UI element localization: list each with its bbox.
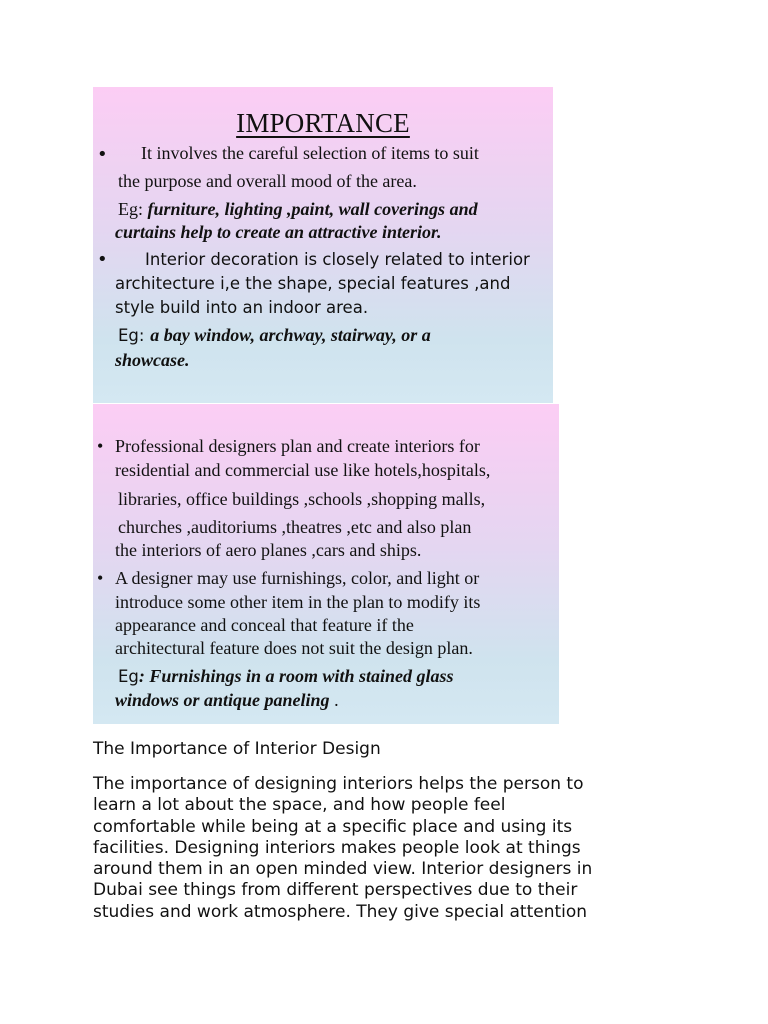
- document-heading: The Importance of Interior Design: [93, 739, 381, 759]
- paragraph-line: The importance of designing interiors helps the person to: [93, 774, 584, 794]
- example-text: windows or antique paneling: [115, 690, 330, 710]
- example-text: curtains help to create an attractive interior.: [115, 222, 442, 242]
- paragraph-line: Dubai see things from different perspectives due to their: [93, 880, 578, 901]
- paragraph-line: learn a lot about the space, and how people feel: [93, 795, 506, 816]
- example-line: [118, 665, 454, 688]
- slide-text-line: It involves the careful selection of items to suit: [141, 143, 479, 163]
- slide-text-line: churches ,auditoriums ,theatres ,etc and also plan: [118, 517, 472, 537]
- document-paragraph: [93, 774, 713, 923]
- example-prefix: Eg:: [118, 326, 145, 345]
- slide-text-line: architecture i,e the shape, special features ,and: [115, 274, 511, 293]
- slide-title: IMPORTANCE: [236, 108, 410, 138]
- example-text: a bay window, archway, stairway, or a: [150, 325, 431, 345]
- example-prefix: Eg: [118, 667, 139, 686]
- paragraph-line: comfortable while being at a specific place and using its: [93, 816, 573, 837]
- slide-text-line: Interior decoration is closely related to interior: [145, 250, 530, 269]
- slide-designers: [93, 404, 559, 724]
- example-text: showcase.: [115, 350, 190, 370]
- slide-text-line: Professional designers plan and create interiors for: [115, 436, 480, 456]
- example-suffix: .: [329, 690, 339, 710]
- paragraph-line: studies and work atmosphere. They give special attention: [93, 901, 588, 922]
- slide-text-line: A designer may use furnishings, color, and light or: [115, 568, 480, 588]
- bullet-marker: •: [97, 436, 104, 456]
- slide-text-line: architectural feature does not suit the design plan.: [115, 638, 473, 658]
- paragraph-line: around them in an open minded view. Interior designers in: [93, 859, 593, 880]
- example-line: [118, 324, 431, 347]
- slide-text-line: introduce some other item in the plan to modify its: [115, 592, 481, 612]
- example-text: furniture, lighting ,paint, wall coverings and: [147, 199, 478, 219]
- example-line: [118, 198, 478, 220]
- example-line: [115, 689, 339, 711]
- slide-importance: [93, 87, 553, 403]
- slide-text-line: style build into an indoor area.: [115, 298, 369, 317]
- example-prefix: Eg:: [118, 199, 143, 219]
- slide-text-line: residential and commercial use like hotels,hospitals,: [115, 460, 491, 480]
- bullet-marker: •: [97, 144, 108, 165]
- slide-text-line: appearance and conceal that feature if the: [115, 615, 414, 635]
- paragraph-line: facilities. Designing interiors makes people look at things: [93, 837, 581, 858]
- slide-text-line: libraries, office buildings ,schools ,shopping malls,: [118, 489, 486, 509]
- example-text: : Furnishings in a room with stained glass: [138, 666, 454, 686]
- slide-text-line: the interiors of aero planes ,cars and ships.: [115, 540, 422, 560]
- slide-text-line: the purpose and overall mood of the area.: [118, 171, 417, 191]
- bullet-marker: •: [97, 249, 108, 270]
- bullet-marker: •: [97, 568, 104, 588]
